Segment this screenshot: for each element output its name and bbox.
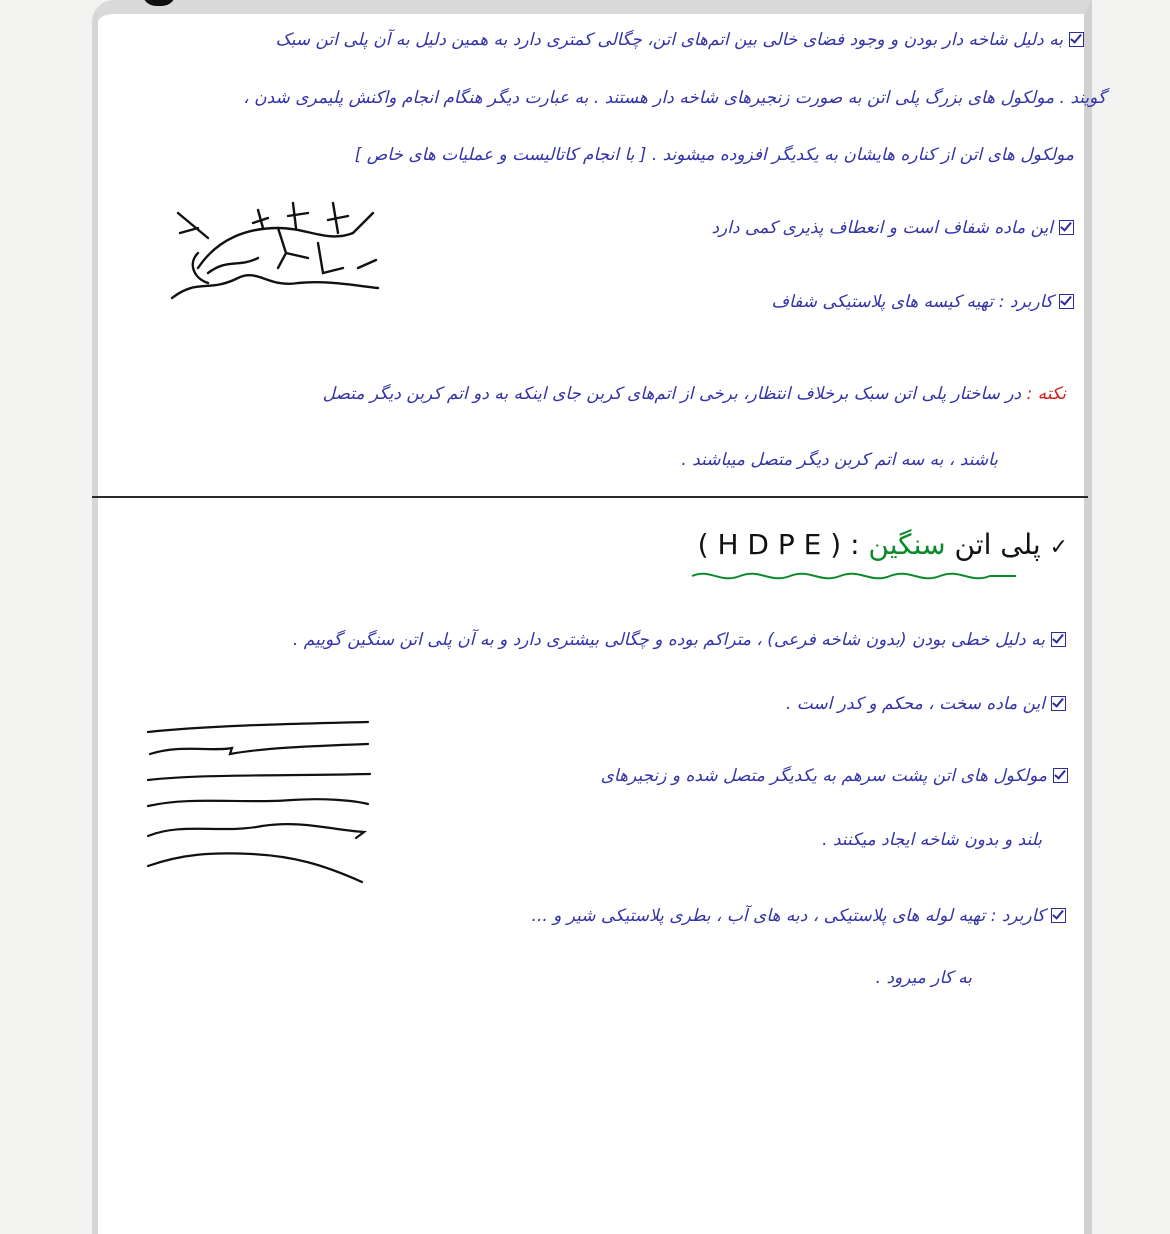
circle-check-icon: ✓ — [1049, 535, 1068, 560]
note-label: نکته : — [1026, 384, 1066, 404]
hdpe-molecule-line-1: مولکول های اتن پشت سرهم به یکدیگر متصل شده و زنجیرهای — [601, 766, 1068, 786]
section-divider — [92, 496, 1088, 498]
ldpe-note-line-1: نکته : در ساختار پلی اتن سبک برخلاف انتظار، برخی از اتم‌های کربن جای اینکه به دو اتم کربن دیگر متصل — [322, 384, 1066, 404]
branched-polymer-sketch — [168, 198, 388, 308]
ldpe-para-line-1: به دلیل شاخه دار بودن و وجود فضای خالی بین اتم‌های اتن، چگالی کمتری دارد به همین دلیل به آن پلی اتن سبک — [276, 30, 1084, 50]
checkbox-icon — [1051, 908, 1066, 923]
ldpe-property: این ماده شفاف است و انعطاف پذیری کمی دارد — [711, 218, 1074, 238]
checkbox-icon — [1053, 768, 1068, 783]
linear-polymer-sketch — [142, 714, 376, 886]
ldpe-para-line-2: گویند . مولکول های بزرگ پلی اتن به صورت زنجیرهای شاخه دار هستند . به عبارت دیگر هنگام انجام واکنش پلیمری شدن ، — [243, 88, 1106, 108]
hdpe-usage-line-2: به کار میرود . — [875, 968, 972, 988]
checkbox-icon — [1059, 294, 1074, 309]
ldpe-note-line-2: باشند ، به سه اتم کربن دیگر متصل میباشند . — [681, 450, 998, 470]
checkbox-icon — [1051, 632, 1066, 647]
checkbox-icon — [1069, 32, 1084, 47]
ldpe-usage: کاربرد : تهیه کیسه های پلاستیکی شفاف — [771, 292, 1074, 312]
hdpe-molecule-line-2: بلند و بدون شاخه ایجاد میکنند . — [822, 830, 1042, 850]
hdpe-usage-line-1: کاربرد : تهیه لوله های پلاستیکی ، دبه های آب ، بطری پلاستیکی شیر و ... — [532, 906, 1066, 926]
notebook-page — [92, 0, 1092, 1234]
hdpe-property: این ماده سخت ، محکم و کدر است . — [786, 694, 1066, 714]
checkbox-icon — [1059, 220, 1074, 235]
checkbox-icon — [1051, 696, 1066, 711]
hdpe-heading: ✓ پلی اتن سنگین ( H D P E ) : — [697, 528, 1068, 561]
hdpe-para: به دلیل خطی بودن (بدون شاخه فرعی) ، متراکم بوده و چگالی بیشتری دارد و به آن پلی اتن سنگین گوییم . — [293, 630, 1066, 650]
ldpe-para-line-3: مولکول های اتن از کناره هایشان به یکدیگر افزوده میشوند . [ با انجام کاتالیست و عملیات های خاص ] — [354, 145, 1074, 165]
heading-underline-squiggle — [690, 566, 1020, 588]
